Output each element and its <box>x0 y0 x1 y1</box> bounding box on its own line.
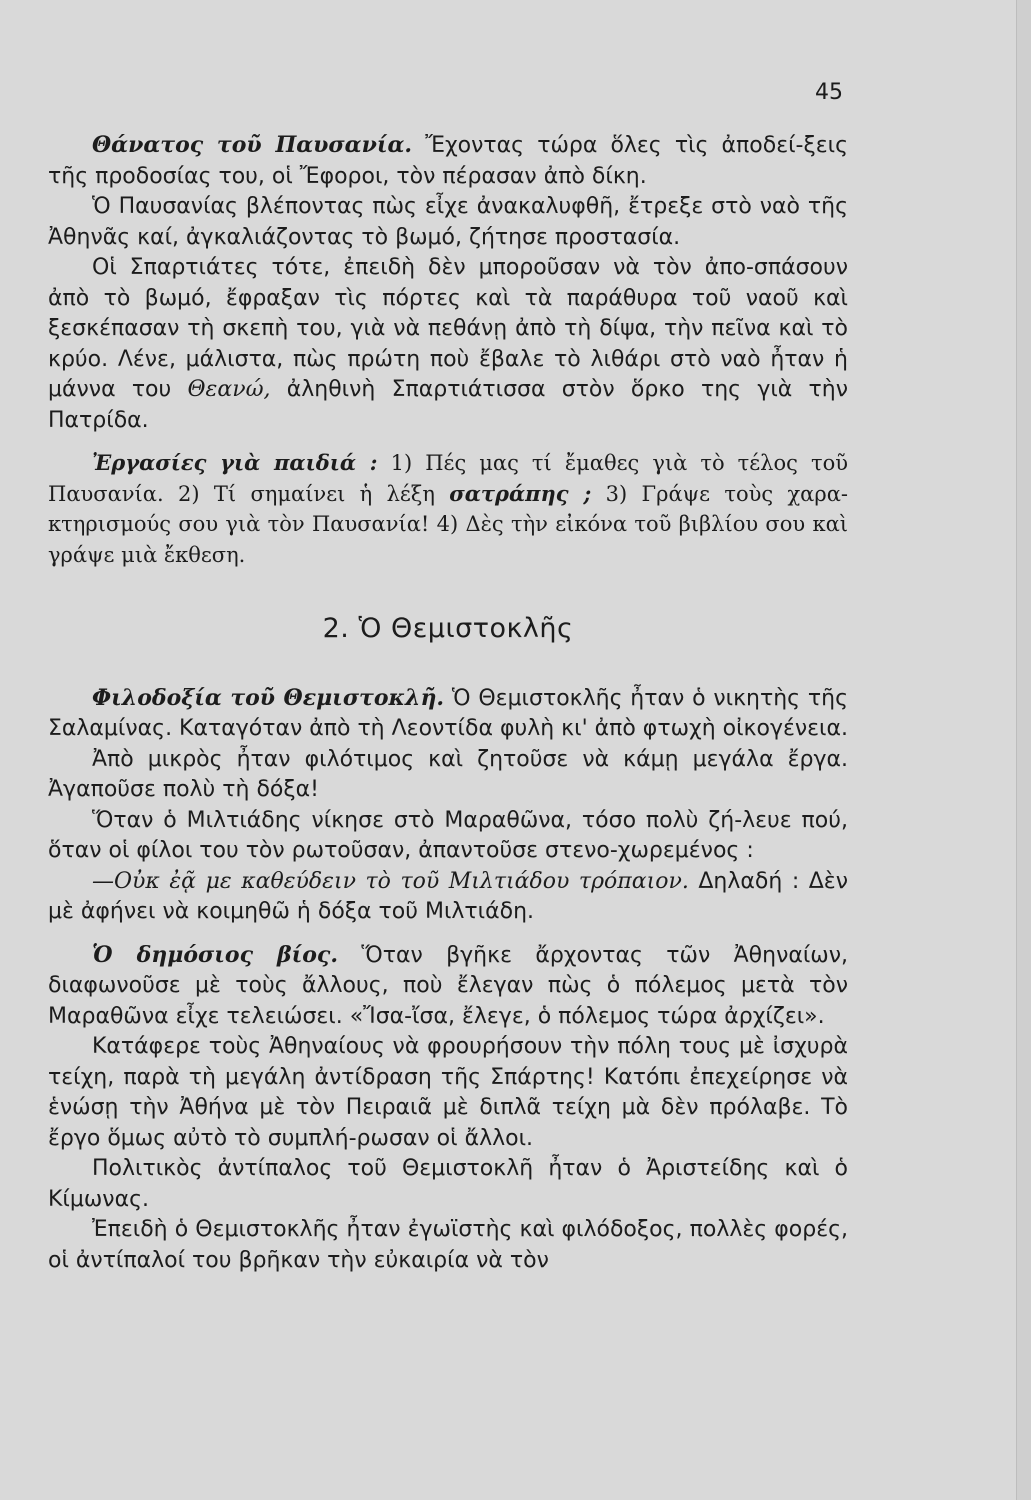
paragraph-public-life <box>48 940 848 1033</box>
exercises-text: 3) Γράψε τοὺς χαρα-κτηρισμούς σου γιὰ τὸν Παυσανία! 4) Δὲς τὴν εἰκόνα τοῦ βιβλίου σου καὶ γράψε μιὰ ἔκθεση. <box>48 481 848 567</box>
exercises-word: σατράπης ; <box>449 480 592 506</box>
paragraph-text: Ὅταν βγῆκε ἄρχοντας τῶν Ἀθηναίων, διαφωνοῦσε μὲ τοὺς ἄλλους, ποὺ ἔλεγαν πὼς ὁ πόλεμος μετὰ τὸν Μαραθῶνα εἶχε τελειώσει. «Ἴσα-ἴσα, ἔλεγε, ὁ πόλεμος τώρα ἀρχίζει». <box>48 942 849 1029</box>
paragraph-walls: Κατάφερε τοὺς Ἀθηναίους νὰ φρουρήσουν τὴν πόλη τους μὲ ἰσχυρὰ τείχη, παρὰ τὴ μεγάλη ἀντίδραση τῆς Σπάρτης! Κατόπι ἐπεχείρησε νὰ ἑνώσῃ τὴν Ἀθήνα μὲ τὸν Πειραιᾶ μὲ διπλᾶ τείχη μὰ δὲν πρόλαβε. Τὸ ἔργο ὅμως αὐτὸ τὸ συμπλή-ρωσαν οἱ ἄλλοι. <box>48 1034 848 1151</box>
paragraph-ambition <box>48 683 848 745</box>
paragraph-text: Οἱ Σπαρτιάτες τότε, ἐπειδὴ δὲν μποροῦσαν νὰ τὸν ἀπο-σπάσουν ἀπὸ τὸ βωμό, ἔφραξαν τὶς πόρτες καὶ τὰ παράθυρα τοῦ ναοῦ καὶ ξεσκέπασαν τὴ σκεπὴ του, γιὰ νὰ πεθάνῃ ἀπὸ τὴ δίψα, τὴν πεῖνα καὶ τὸ κρύο. Λένε, μάλιστα, πὼς πρώτη ποὺ ἔβαλε τὸ λιθάρι στὸ ναὸ ἦταν ἡ μάννα του <box>48 255 848 402</box>
paragraph-spartans <box>48 253 848 436</box>
paragraph-exercises <box>48 448 848 570</box>
spacer <box>48 436 848 448</box>
exercises-lead: Ἐργασίες γιὰ παιδιά : <box>92 450 378 475</box>
page-number: 45 <box>815 80 843 105</box>
section-heading: 2. Ὁ Θεμιστοκλῆς <box>322 613 574 644</box>
paragraph-miltiades: Ὅταν ὁ Μιλτιάδης νίκησε στὸ Μαραθῶνα, τόσο πολὺ ζή-λευε πού, ὅταν οἱ φίλοι του τὸν ρωτοῦσαν, ἀπαντοῦσε στενο-χωρεμένος : <box>48 807 848 863</box>
page-content <box>48 130 848 1276</box>
paragraph-lead-title: Ὁ δημόσιος βίος. <box>92 941 338 968</box>
page-edge <box>1016 0 1031 1500</box>
paragraph-text: Δηλαδή : Δὲν μὲ ἀφήνει νὰ κοιμηθῶ ἡ δόξα τοῦ Μιλτιάδη. <box>48 868 848 924</box>
paragraph-text: Ἔχοντας τώρα ὅλες τὶς ἀποδεί-ξεις τῆς προδοσίας του, οἱ Ἔφοροι, τὸν πέρασαν ἀπὸ δίκη. <box>48 133 848 189</box>
paragraph-pausanias-temple: Ὁ Παυσανίας βλέποντας πὼς εἶχε ἀνακαλυφθῆ, ἔτρεξε στὸ ναὸ τῆς Ἀθηνᾶς καί, ἀγκαλιάζοντας τὸ βωμό, ζήτησε προστασία. <box>48 194 848 250</box>
paragraph-text: ἀληθινὴ Σπαρτιάτισσα στὸν ὅρκο της γιὰ τὴν Πατρίδα. <box>48 377 848 433</box>
name-theano: Θεανώ, <box>187 377 271 402</box>
paragraph-childhood: Ἀπὸ μικρὸς ἦταν φιλότιμος καὶ ζητοῦσε νὰ κάμῃ μεγάλα ἔργα. Ἀγαποῦσε πολὺ τὴ δόξα! <box>48 746 848 802</box>
ancient-quote: —Οὐκ ἐᾷ με καθεύδειν τὸ τοῦ Μιλτιάδου τρόπαιον. <box>92 868 689 894</box>
paragraph-quote <box>48 867 848 928</box>
paragraph-lead-title: Θάνατος τοῦ Παυσανία. <box>92 132 413 158</box>
spacer <box>48 928 848 940</box>
paragraph-lead-title: Φιλοδοξία τοῦ Θεμιστοκλῆ. <box>92 684 445 711</box>
paragraph-text: Ὁ Θεμιστοκλῆς ἦταν ὁ νικητὴς τῆς Σαλαμίνας. Καταγόταν ἀπὸ τὴ Λεοντίδα φυλὴ κι' ἀπὸ φτωχὴ οἰκογένεια. <box>48 685 848 741</box>
exercises-text: 1) Πές μας τί ἔμαθες γιὰ τὸ τέλος τοῦ Παυσανία. 2) Τί σημαίνει ἡ λέξη <box>48 451 848 506</box>
paragraph-death-of-pausanias <box>48 130 848 192</box>
paragraph-egoist: Ἐπειδὴ ὁ Θεμιστοκλῆς ἦταν ἐγωϊστὴς καὶ φιλόδοξος, πολλὲς φορές, οἱ ἀντίπαλοί του βρῆκαν τὴν εὐκαιρία νὰ τὸν <box>48 1217 848 1273</box>
paragraph-opponents: Πολιτικὸς ἀντίπαλος τοῦ Θεμιστοκλῆ ἦταν ὁ Ἀριστείδης καὶ ὁ Κίμωνας. <box>48 1156 848 1212</box>
